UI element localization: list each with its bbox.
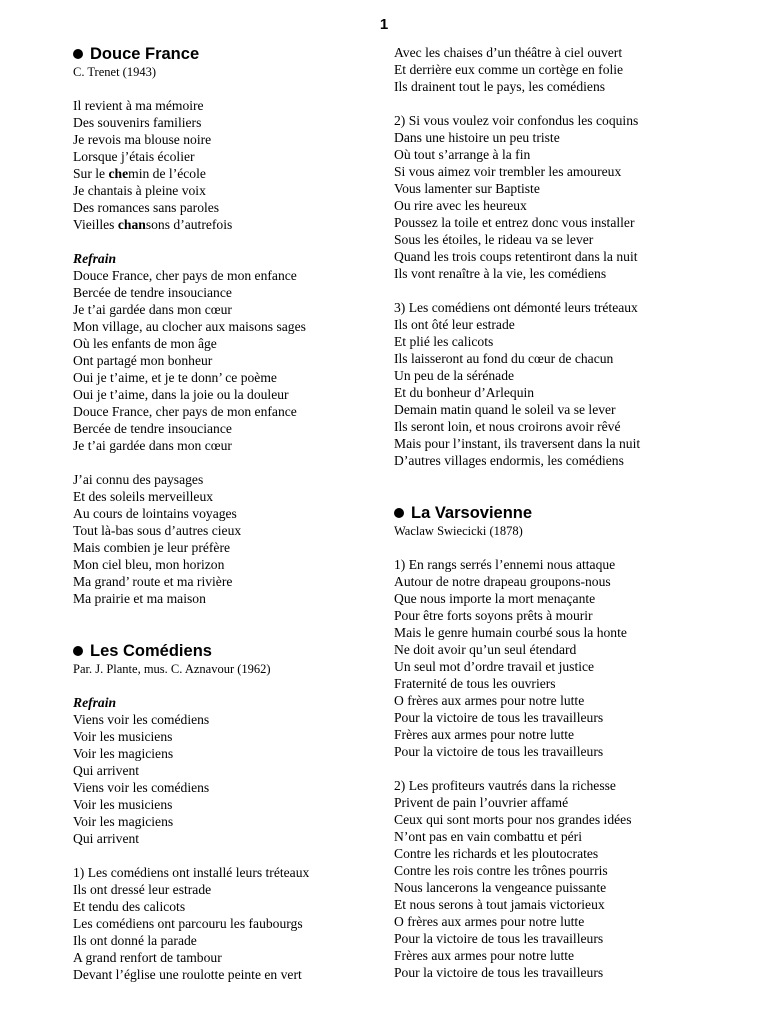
right-column bbox=[394, 44, 764, 981]
lyric-line: Quand les trois coups retentiront dans la nuit bbox=[394, 249, 638, 264]
lyric-fragment: Vieilles bbox=[73, 217, 118, 232]
lyric-line: Ne doit avoir qu’un seul étendard bbox=[394, 642, 577, 657]
lyric-fragment: min de l’école bbox=[128, 166, 206, 181]
song-title-text: Les Comédiens bbox=[90, 642, 212, 660]
lyric-line: Au cours de lointains voyages bbox=[73, 506, 237, 521]
lyric-line: Devant l’église une roulotte peinte en vert bbox=[73, 967, 302, 982]
lyric-line: Contre les richards et les ploutocrates bbox=[394, 846, 599, 861]
song-title-text: Douce France bbox=[90, 45, 200, 63]
lyric-line: Je revois ma blouse noire bbox=[73, 132, 212, 147]
lyric-line: Un peu de la sérénade bbox=[394, 368, 515, 383]
lyric-line: Dans une histoire un peu triste bbox=[394, 130, 560, 145]
lyric-line bbox=[73, 165, 378, 182]
lyric-emphasis: chan bbox=[117, 217, 146, 232]
lyric-line: Mon village, au clocher aux maisons sages bbox=[73, 319, 306, 334]
lyric-line: Ou rire avec les heureux bbox=[394, 198, 527, 213]
lyric-line: Avec les chaises d’un théâtre à ciel ouvert bbox=[394, 45, 623, 60]
lyric-line: Et nous serons à tout jamais victorieux bbox=[394, 897, 605, 912]
bullet-icon bbox=[73, 646, 83, 656]
lyric-line: Viens voir les comédiens bbox=[73, 712, 210, 727]
lyric-line: Qui arrivent bbox=[73, 763, 140, 778]
lyric-line: Pour la victoire de tous les travailleurs bbox=[394, 744, 604, 759]
lyric-line: Douce France, cher pays de mon enfance bbox=[73, 268, 297, 283]
verse-block bbox=[73, 471, 378, 607]
lyric-line: Bercée de tendre insouciance bbox=[73, 421, 232, 436]
lyric-line: Viens voir les comédiens bbox=[73, 780, 210, 795]
lyric-line: Pour la victoire de tous les travailleurs bbox=[394, 931, 604, 946]
lyric-emphasis: che bbox=[108, 166, 129, 181]
lyric-line: 2) Les profiteurs vautrés dans la richesse bbox=[394, 778, 616, 793]
lyric-line: Voir les musiciens bbox=[73, 729, 173, 744]
lyric-line: Oui je t’aime, et je te donn’ ce poème bbox=[73, 370, 277, 385]
lyric-line: Ils ont ôté leur estrade bbox=[394, 317, 515, 332]
lyric-line: Mais le genre humain courbé sous la honte bbox=[394, 625, 627, 640]
lyric-line: Nous lancerons la vengeance puissante bbox=[394, 880, 607, 895]
lyric-line: Voir les magiciens bbox=[73, 814, 174, 829]
lyric-line: Vous lamenter sur Baptiste bbox=[394, 181, 540, 196]
lyric-line: Et du bonheur d’Arlequin bbox=[394, 385, 535, 400]
lyric-line: Ils seront loin, et nous croirons avoir rêvé bbox=[394, 419, 621, 434]
lyric-line: Je t’ai gardée dans mon cœur bbox=[73, 438, 232, 453]
song-title-douce-france bbox=[73, 44, 378, 64]
lyric-line: Et tendu des calicots bbox=[73, 899, 186, 914]
lyric-line: Des souvenirs familiers bbox=[73, 115, 202, 130]
song-title-les-comediens bbox=[73, 641, 378, 661]
lyric-line: Je chantais à pleine voix bbox=[73, 183, 206, 198]
lyric-fragment: Sur le bbox=[73, 166, 109, 181]
lyric-line: Mais combien je leur préfère bbox=[73, 540, 231, 555]
verse-block bbox=[394, 44, 764, 95]
lyric-line: Tout là-bas sous d’autres cieux bbox=[73, 523, 242, 538]
lyric-line: 1) Les comédiens ont installé leurs tréteaux bbox=[73, 865, 310, 880]
song-credit: C. Trenet (1943) bbox=[73, 65, 156, 79]
verse-block bbox=[394, 112, 764, 282]
verse-block bbox=[73, 864, 378, 983]
verse-block bbox=[394, 556, 764, 760]
lyric-line bbox=[73, 216, 378, 233]
lyric-line: Pour la victoire de tous les travailleurs bbox=[394, 965, 604, 980]
lyric-line: Ma grand’ route et ma rivière bbox=[73, 574, 233, 589]
page-number: 1 bbox=[379, 16, 389, 33]
lyric-line: Où tout s’arrange à la fin bbox=[394, 147, 531, 162]
lyric-line: D’autres villages endormis, les comédiens bbox=[394, 453, 624, 468]
lyric-line: O frères aux armes pour notre lutte bbox=[394, 914, 585, 929]
refrain-block bbox=[73, 711, 378, 847]
lyric-line: Si vous aimez voir trembler les amoureux bbox=[394, 164, 622, 179]
left-column bbox=[73, 44, 378, 983]
lyric-line: 3) Les comédiens ont démonté leurs tréteaux bbox=[394, 300, 638, 315]
lyric-line: Ma prairie et ma maison bbox=[73, 591, 206, 606]
refrain-label: Refrain bbox=[73, 251, 117, 266]
refrain-block bbox=[73, 267, 378, 454]
lyric-line: Ils laisseront au fond du cœur de chacun bbox=[394, 351, 614, 366]
lyric-line: O frères aux armes pour notre lutte bbox=[394, 693, 585, 708]
verse-block bbox=[394, 299, 764, 469]
lyric-line: A grand renfort de tambour bbox=[73, 950, 222, 965]
lyric-line: Poussez la toile et entrez donc vous installer bbox=[394, 215, 635, 230]
lyric-line: Un seul mot d’ordre travail et justice bbox=[394, 659, 595, 674]
lyric-line: Mais pour l’instant, ils traversent dans la nuit bbox=[394, 436, 641, 451]
lyric-line: Frères aux armes pour notre lutte bbox=[394, 948, 575, 963]
lyric-line: 2) Si vous voulez voir confondus les coquins bbox=[394, 113, 639, 128]
bullet-icon bbox=[73, 49, 83, 59]
lyric-line: Contre les rois contre les trônes pourris bbox=[394, 863, 608, 878]
verse-block bbox=[73, 97, 378, 233]
song-credit: Par. J. Plante, mus. C. Aznavour (1962) bbox=[73, 662, 271, 676]
lyric-line: Ils drainent tout le pays, les comédiens bbox=[394, 79, 606, 94]
lyric-line: Et plié les calicots bbox=[394, 334, 494, 349]
lyric-line: 1) En rangs serrés l’ennemi nous attaque bbox=[394, 557, 616, 572]
lyric-line: Les comédiens ont parcouru les faubourgs bbox=[73, 916, 303, 931]
lyric-line: Il revient à ma mémoire bbox=[73, 98, 204, 113]
song-credit: Waclaw Swiecicki (1878) bbox=[394, 524, 523, 538]
lyric-line: Que nous importe la mort menaçante bbox=[394, 591, 596, 606]
lyric-line: Des romances sans paroles bbox=[73, 200, 220, 215]
lyric-line: Voir les musiciens bbox=[73, 797, 173, 812]
lyric-line: Pour la victoire de tous les travailleurs bbox=[394, 710, 604, 725]
lyric-line: Oui je t’aime, dans la joie ou la douleur bbox=[73, 387, 289, 402]
lyric-line: Où les enfants de mon âge bbox=[73, 336, 217, 351]
lyric-line: Pour être forts soyons prêts à mourir bbox=[394, 608, 593, 623]
lyric-line: Demain matin quand le soleil va se lever bbox=[394, 402, 616, 417]
verse-block bbox=[394, 777, 764, 981]
lyric-line: Et des soleils merveilleux bbox=[73, 489, 214, 504]
lyric-line: Je t’ai gardée dans mon cœur bbox=[73, 302, 232, 317]
lyric-line: J’ai connu des paysages bbox=[73, 472, 204, 487]
lyric-line: Voir les magiciens bbox=[73, 746, 174, 761]
lyric-line: Douce France, cher pays de mon enfance bbox=[73, 404, 297, 419]
lyric-line: Fraternité de tous les ouvriers bbox=[394, 676, 556, 691]
song-title-la-varsovienne bbox=[394, 503, 764, 523]
lyric-fragment: sons d’autrefois bbox=[145, 217, 233, 232]
lyric-line: Privent de pain l’ouvrier affamé bbox=[394, 795, 569, 810]
lyric-line: Ils ont donné la parade bbox=[73, 933, 197, 948]
bullet-icon bbox=[394, 508, 404, 518]
lyric-line: Et derrière eux comme un cortège en folie bbox=[394, 62, 624, 77]
lyric-line: N’ont pas en vain combattu et péri bbox=[394, 829, 582, 844]
lyric-line: Lorsque j’étais écolier bbox=[73, 149, 195, 164]
song-title-text: La Varsovienne bbox=[411, 504, 533, 522]
lyric-line: Mon ciel bleu, mon horizon bbox=[73, 557, 225, 572]
lyric-line: Ceux qui sont morts pour nos grandes idées bbox=[394, 812, 632, 827]
lyric-line: Ont partagé mon bonheur bbox=[73, 353, 213, 368]
lyric-line: Ils vont renaître à la vie, les comédiens bbox=[394, 266, 607, 281]
refrain-label: Refrain bbox=[73, 695, 117, 710]
lyric-line: Frères aux armes pour notre lutte bbox=[394, 727, 575, 742]
lyric-line: Ils ont dressé leur estrade bbox=[73, 882, 212, 897]
lyric-line: Qui arrivent bbox=[73, 831, 140, 846]
lyric-line: Bercée de tendre insouciance bbox=[73, 285, 232, 300]
lyric-line: Autour de notre drapeau groupons-nous bbox=[394, 574, 611, 589]
lyric-line: Sous les étoiles, le rideau va se lever bbox=[394, 232, 594, 247]
